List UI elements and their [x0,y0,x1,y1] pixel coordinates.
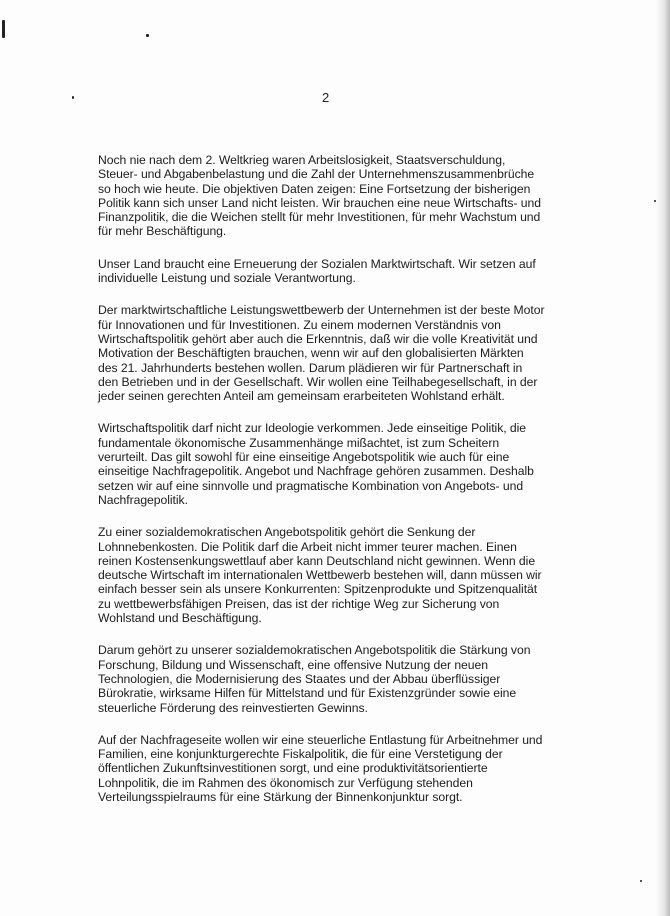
scan-speck [2,20,5,38]
text-line: setzen wir auf eine sinnvolle und pragmatische Kombination von Angebots- und [98,478,524,493]
scan-edge-shadow [656,0,670,916]
paragraph [98,256,536,286]
text-line: Der marktwirtschaftliche Leistungswettbewerb der Unternehmen ist der beste Motor [98,303,545,318]
text-line: Forschung, Bildung und Wissenschaft, eine offensive Nutzung der neuen [98,657,488,672]
document-body [98,153,545,822]
text-line: so hoch wie heute. Die objektiven Daten zeigen: Eine Fortsetzung der bisherigen [98,181,531,196]
paragraph [98,303,545,404]
text-line: Technologien, die Modernisierung des Staates und der Abbau überflüssiger [98,671,501,686]
text-line: Wirtschaftspolitik darf nicht zur Ideologie verkommen. Jede einseitige Politik, die [98,421,527,436]
text-line: Darum gehört zu unserer sozialdemokratischen Angebotspolitik die Stärkung von [98,643,531,658]
text-line: den Betrieben und in der Gesellschaft. Wir wollen eine Teilhabegesellschaft, in der [98,374,538,389]
text-line: Nachfragepolitik. [98,492,188,507]
text-line: für Innovationen und für Investitionen. Zu einem modernen Verständnis von [98,317,501,332]
paragraph [98,153,541,239]
text-line: einfach besser sein als unsere Konkurrenten: Spitzenprodukte und Spitzenqualität [98,582,538,597]
paragraph [98,421,534,507]
text-line: Noch nie nach dem 2. Weltkrieg waren Arbeitslosigkeit, Staatsverschuldung, [98,153,506,167]
text-line: individuelle Leistung und soziale Verantwortung. [98,271,356,286]
text-line: Lohnnebenkosten. Die Politik darf die Arbeit nicht immer teurer machen. Einen [98,539,517,554]
text-line: verurteilt. Das gilt sowohl für eine einseitige Angebotspolitik wie auch für eine [98,450,510,465]
text-line: Motivation der Beschäftigten brauchen, wenn wir auf den globalisierten Märkten [98,346,524,361]
text-line: fundamentale ökonomische Zusammenhänge mißachtet, ist zum Scheitern [98,435,500,450]
text-line: jeder seinen gerechten Anteil am gemeinsam erarbeiteten Wohlstand erhält. [98,389,505,404]
page-number: 2 [322,90,330,105]
text-line: Familien, eine konjunkturgerechte Fiskalpolitik, die für eine Verstetigung der [98,747,503,762]
text-line: Zu einer sozialdemokratischen Angebotspolitik gehört die Senkung der [98,525,476,540]
text-line: Wohlstand und Beschäftigung. [98,611,262,626]
scan-speck [72,96,74,99]
text-line: Finanzpolitik, die die Weichen stellt für mehr Investitionen, für mehr Wachstum und [98,210,541,225]
text-line: zu wettbewerbsfähigen Preisen, das ist der richtige Weg zur Sicherung von [98,596,500,611]
text-line: reinen Kostensenkungswettlauf aber kann Deutschland nicht gewinnen. Wenn die [98,553,536,568]
text-line: einseitige Nachfragepolitik. Angebot und Nachfrage gehören zusammen. Deshalb [98,464,534,479]
text-line: Auf der Nachfrageseite wollen wir eine steuerliche Entlastung für Arbeitnehmer und [98,732,543,747]
text-line: Politik kann sich unser Land nicht leisten. Wir brauchen eine neue Wirtschafts- und [98,195,541,210]
text-line: steuerliche Förderung des reinvestierten Gewinns. [98,700,368,715]
text-line: Bürokratie, wirksame Hilfen für Mittelstand und für Existenzgründer sowie eine [98,686,517,701]
paragraph [98,732,543,804]
scan-speck [640,880,642,882]
text-line: für mehr Beschäftigung. [98,224,227,239]
scan-speck [654,200,656,202]
paragraph [98,643,530,714]
text-line: deutsche Wirtschaft im internationalen Wettbewerb bestehen will, dann müssen wir [98,568,542,583]
text-line: Verteilungsspielraums für eine Stärkung der Binnenkonjunktur sorgt. [98,789,463,804]
text-line: Steuer- und Abgabenbelastung und die Zahl der Unternehmenszusammenbrüche [98,167,535,182]
scan-speck [146,34,149,37]
text-line: Unser Land braucht eine Erneuerung der Sozialen Marktwirtschaft. Wir setzen auf [98,256,536,271]
paragraph [98,525,542,626]
text-line: Lohnpolitik, die im Rahmen des ökonomisch zur Verfügung stehenden [98,775,473,790]
text-line: des 21. Jahrhunderts bestehen wollen. Darum plädieren wir für Partnerschaft in [98,360,523,375]
text-line: Wirtschaftspolitik gehört aber auch die Erkenntnis, daß wir die volle Kreativität und [98,331,538,346]
text-line: öffentlichen Zukunftsinvestitionen sorgt, und eine produktivitätsorientierte [98,761,488,776]
